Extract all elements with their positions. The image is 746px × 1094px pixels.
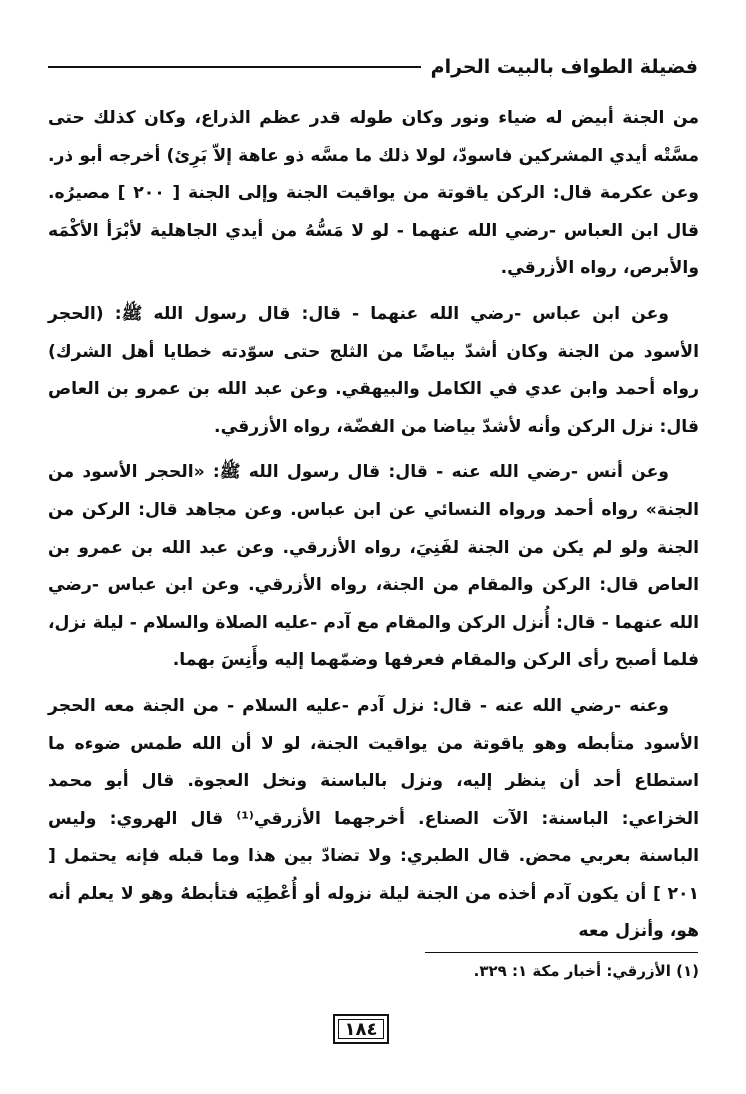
header-rule	[48, 66, 421, 68]
paragraph: وعن أنس -رضي الله عنه - قال: قال رسول الله ﷺ: «الحجر الأسود من الجنة» رواه أحمد ورواه النسائي عن ابن عباس. وعن مجاهد قال: الركن من الجنة ولو لم يكن من الجنة لفَنِيَ، رواه الأزرقي. وعن عبد الله بن عمرو بن العاص قال: الركن والمقام من الجنة، رواه الأزرقي. وعن ابن عباس -رضي الله عنهما - قال: أُنزل الركن والمقام مع آدم -عليه الصلاة والسلام - ليلة نزل، فلما أصبح رأى الركن والمقام فعرفها وضمّهما إليه وأَنِسَ بهما.	[48, 462, 699, 671]
paragraph: من الجنة أبيض له ضياء ونور وكان طوله قدر عظم الذراع، وكان كذلك حتى مسَّتْه أيدي المشركين فاسودّ، لولا ذلك ما مسَّه ذو عاهة إلاّ بَرِئ) أخرجه أبو ذر. وعن عكرمة قال: الركن ياقوتة من يواقيت الجنة وإلى الجنة [ ٢٠٠ ] مصيرُه. قال ابن العباس -رضي الله عنهما - لو لا مَسُّهُ من أيدي الجاهلية لأبْرَأ الأكْمَه والأبرص، رواه الأزرقي.	[48, 108, 699, 279]
running-header	[48, 52, 698, 82]
main-text	[48, 100, 699, 959]
page-title: فضيلة الطواف بالبيت الحرام	[430, 56, 698, 78]
paragraph: وعنه -رضي الله عنه - قال: نزل آدم -عليه السلام - من الجنة معه الحجر الأسود متأبطه وهو ياقوتة من يواقيت الجنة، لو لا أن الله طمس ضوءه ما استطاع أحد أن ينظر إليه، ونزل بالباسنة ونخل العجوة. قال أبو محمد الخزاعي: الباسنة: الآت الصناع. أخرجهما الأزرقي⁽¹⁾ قال الهروي: وليس الباسنة بعربي محض. قال الطبري: ولا تضادّ بين هذا وما قبله فإنه يحتمل [ ٢٠١ ] أن يكون آدم أخذه من الجنة ليلة نزوله أو أُعْطِيَه فتأبطهُ وهو لا يعلم أنه هو، وأنزل معه	[48, 695, 699, 942]
footnote: (١) الأزرقي: أخبار مكة ١: ٣٢٩.	[473, 962, 699, 980]
page-number: ١٨٤	[333, 1014, 389, 1044]
paragraph: وعن ابن عباس -رضي الله عنهما - قال: قال رسول الله ﷺ: (الحجر الأسود من الجنة وكان أشدّ بياضًا من الثلج حتى سوّدته خطايا أهل الشرك) رواه أحمد وابن عدي في الكامل والبيهقي. وعن عبد الله بن عمرو بن العاص قال: نزل الركن وأنه لأشدّ بياضا من الفضّة، رواه الأزرقي.	[48, 303, 699, 437]
footnote-rule	[425, 952, 698, 953]
